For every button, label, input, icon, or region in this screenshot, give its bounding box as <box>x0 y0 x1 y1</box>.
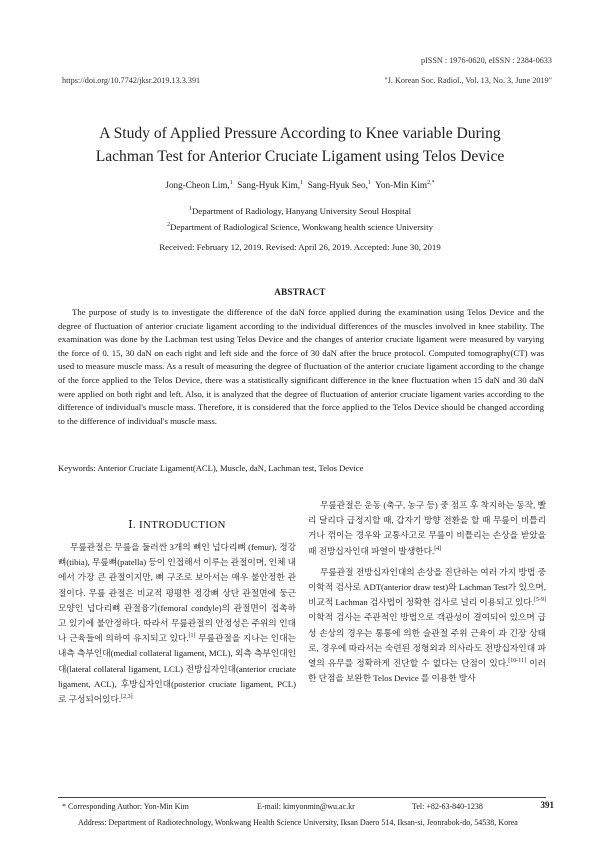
author-name: Sang-Hyuk Kim, <box>237 180 301 190</box>
right-column <box>308 498 546 692</box>
abstract-heading: ABSTRACT <box>274 287 326 297</box>
affiliation-1 <box>40 206 560 216</box>
keywords: Keywords: Anterior Cruciate Ligament(ACL), Muscle, daN, Lachman test, Telos Device <box>58 463 364 473</box>
author-affiliation-mark: 1 <box>367 179 371 186</box>
paragraph-text: 무릎관절 전방십자인대의 손상을 진단하는 여러 가지 방법 중 이학적 검사로 ADT(anterior draw test)와 Lachman Test가 있으며, 비교적 Lachman 검사법이 정확한 검사로 널리 이용되고 있다. <box>308 566 546 608</box>
author-address: Address: Department of Radiotechnology, Wonkwang Health Science University, Iksan Daero 514, Iksan-si, Jeonrabok-do, 54538, Korea <box>78 818 518 827</box>
paragraph-text: 무릎관절은 운동 (축구, 농구 등) 중 점프 후 착지하는 동작, 빨리 달리다 급정지할 때, 갑자기 방향 전환을 할 때 무릎이 비틀리거나 꺾이는 경우와 교통사고로 무릎이 비틀리는 손상을 받았을 때 전방십자인대 파열이 발생한다. <box>308 500 546 556</box>
author-email[interactable]: E-mail: kimyonmin@wu.ac.kr <box>257 802 355 811</box>
author-affiliation-mark: 2,* <box>427 179 435 186</box>
citation-ref: [1] <box>188 633 196 640</box>
citation-ref: [5-9] <box>534 597 546 604</box>
author-name: Yon-Min Kim <box>375 180 428 190</box>
page-number: 391 <box>540 800 554 810</box>
abstract-text: The purpose of study is to investigate the difference of the daN force applied during the examination using Telos Device and the degree of fluctuation of anterior cruciate ligament according to the individual differences of the muscles involved in knee stability. The examination was done by the Lachman test using Telos Device and the changes of anterior cruciate ligament were measured by varying the force of 0. 15, 30 daN on each right and left side and the force of 30 daN after the bruce protocol. Computed tomography(CT) was used to measure muscle mass. As a result of measuring the degree of fluctuation of the anterior cruciate ligament according to the change of the force applied to the Telos Device, there was a statistically significant difference in the knee fluctuation when 15 daN and 30 daN were applied on both right and left. Also, it is analyzed that the degree of fluctuation of anterior cruciate ligament varies according to the difference of individual's muscle mass. Therefore, it is considered that the force applied to the Telos Device should be changed according to the difference of individual's muscle mass. <box>58 307 544 426</box>
section-heading-introduction: Ⅰ. INTRODUCTION <box>128 519 226 531</box>
received-dates: Received: February 12, 2019. Revised: April 26, 2019. Accepted: June 30, 2019 <box>159 242 441 252</box>
author-affiliation-mark: 1 <box>300 179 304 186</box>
paragraph-text: 무릎관절은 무릎을 둘러싼 3개의 뼈인 넙다리뼈 (femur), 정강뼈(tibia), 무릎뼈(patella) 등이 인접해서 이루는 관절이며, 인체 내에서 가장 큰 관절이지만, 뼈 구조로 보아서는 매우 불안정한 관절이다. 무릎 관절은 비교적 평평한 정강뼈 상단 관절면에 둥근 모양인 넙다리뼈 관절융기(femoral condyle)의 관절면이 접촉하고 있기에 불안정하다. 따라서 무릎관절의 안정성은 주위의 인대나 근육들에 의하여 유지되고 있다. <box>58 542 296 644</box>
author-name: Jong-Cheon Lim, <box>165 180 230 190</box>
footnote-divider <box>58 797 546 798</box>
title-line-2: Lachman Test for Anterior Cruciate Ligament using Telos Device <box>95 148 505 165</box>
affiliation-mark: 2 <box>167 222 171 229</box>
affiliation-2 <box>40 222 560 232</box>
paragraph-text: 이학적 검사는 주관적인 방법으로 객관성이 결여되어 있으며 급성 손상의 경우는 통통에 의한 슬관절 주위 근육이 과 긴장 상태로, 경우에 따라서는 숙련된 정형외과 의사라도 전방십자인대 파열의 유무를 정확하게 진단할 수 없다는 단점이 있다. <box>308 612 546 669</box>
left-column <box>58 540 296 713</box>
corresponding-author: * Corresponding Author: Yon-Min Kim <box>62 802 189 811</box>
affiliation-mark: 1 <box>188 206 192 213</box>
intro-paragraph-2 <box>308 498 546 559</box>
journal-citation: "J. Korean Soc. Radiol., Vol. 13, No. 3, June 2019" <box>384 76 552 85</box>
citation-ref: [10-11] <box>508 658 527 665</box>
citation-ref: [2,3] <box>121 694 133 701</box>
title-line-1: A Study of Applied Pressure According to Knee variable During <box>99 125 501 142</box>
affiliation-text: Department of Radiology, Hanyang University Seoul Hospital <box>191 206 412 216</box>
paragraph-text: 이러한 단점을 보완한 Telos Device 를 이용한 방사 <box>308 658 546 684</box>
author-name: Sang-Hyuk Seo, <box>307 180 368 190</box>
issn-line: pISSN : 1976-0620, eISSN : 2384-0633 <box>420 56 552 65</box>
intro-paragraph-3 <box>308 565 546 687</box>
citation-ref: [4] <box>434 545 442 552</box>
doi-link[interactable]: https://doi.org/10.7742/jksr.2019.13.3.391 <box>62 76 201 85</box>
author-phone: Tel: +82-63-840-1238 <box>412 802 483 811</box>
author-affiliation-mark: 1 <box>229 179 233 186</box>
affiliation-text: Department of Radiological Science, Wonkwang health science University <box>170 222 433 232</box>
paper-title <box>40 122 560 168</box>
intro-paragraph-1 <box>58 540 296 707</box>
author-list <box>40 180 560 190</box>
paragraph-text: 무릎관절을 지나는 인대는 내측 측부인대(medial collateral ligament, MCL), 외측 측부인대인대(lateral collateral ligament, LCL) 전방십자인대(anterior cruciate ligament, ACL), 후방십자인대(posterior cruciate ligament, PCL) 로 구성되어있다. <box>58 633 296 705</box>
